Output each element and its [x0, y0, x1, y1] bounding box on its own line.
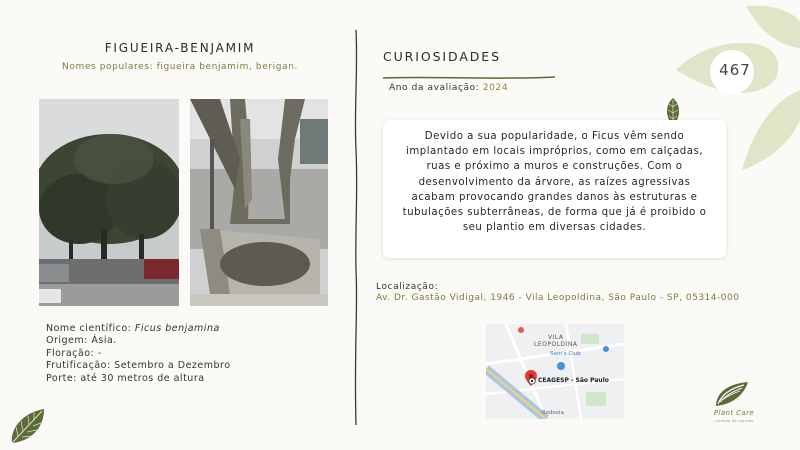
- brand-name: Plant Care: [713, 409, 755, 417]
- leaf-decoration-icon: [8, 405, 48, 445]
- brand-tagline: cuidado de plantas: [714, 419, 754, 423]
- leaf-decoration-icon: [668, 0, 800, 180]
- evaluation-year: [389, 83, 508, 93]
- species-details: [46, 323, 231, 385]
- evaluation-year-value: 2024: [482, 83, 509, 93]
- fruiting-line: Frutificação: Setembro a Dezembro: [46, 360, 231, 372]
- location-label: Localização:: [376, 282, 439, 292]
- evaluation-year-label: Ano da avaliação:: [389, 83, 483, 93]
- map-area-label-1: VILA: [548, 334, 564, 341]
- badge-number: 467: [719, 61, 751, 79]
- map-area-label-2: LEOPOLDINA: [534, 341, 578, 348]
- flowering-line: Floração: -: [46, 347, 102, 359]
- scientific-name-line: [46, 323, 231, 335]
- map-poi-club: Sam's Club: [550, 351, 581, 357]
- title-underline: [383, 66, 555, 72]
- vertical-divider: [352, 30, 360, 425]
- popular-names: Nomes populares: figueira benjamim, berigan.: [62, 62, 298, 72]
- scientific-name-label: Nome científico:: [46, 323, 135, 334]
- species-title: FIGUEIRA-BENJAMIM: [104, 41, 256, 55]
- curiosities-title: CURIOSIDADES: [383, 49, 501, 64]
- tree-canopy-photo: [39, 99, 179, 306]
- origin-line: Origem: Ásia.: [46, 335, 117, 347]
- location-map[interactable]: [486, 324, 624, 419]
- map-road-label: Rodovia: [542, 410, 564, 416]
- map-area-label: [534, 334, 578, 348]
- size-line: Porte: até 30 metros de altura: [46, 372, 205, 384]
- map-poi-main: CEAGESP - São Paulo: [538, 377, 609, 384]
- curiosities-text: Devido a sua popularidade, o Ficus vêm sendo implantado em locais impróprios, como em calçadas, ruas e próximo a muros e construções. Com o desenvolvimento da árvore, as raízes agressivas acabam provocando grandes danos às estruturas e tubulações subterrâneas, de forma que já é proibido o seu plantio em diversas cidades.: [402, 131, 707, 234]
- location-address[interactable]: Av. Dr. Gastão Vidigal, 1946 - Vila Leopoldina, São Paulo - SP, 05314-000: [376, 293, 740, 303]
- scientific-name: Ficus benjamina: [134, 323, 220, 334]
- tree-trunk-photo: [190, 99, 328, 306]
